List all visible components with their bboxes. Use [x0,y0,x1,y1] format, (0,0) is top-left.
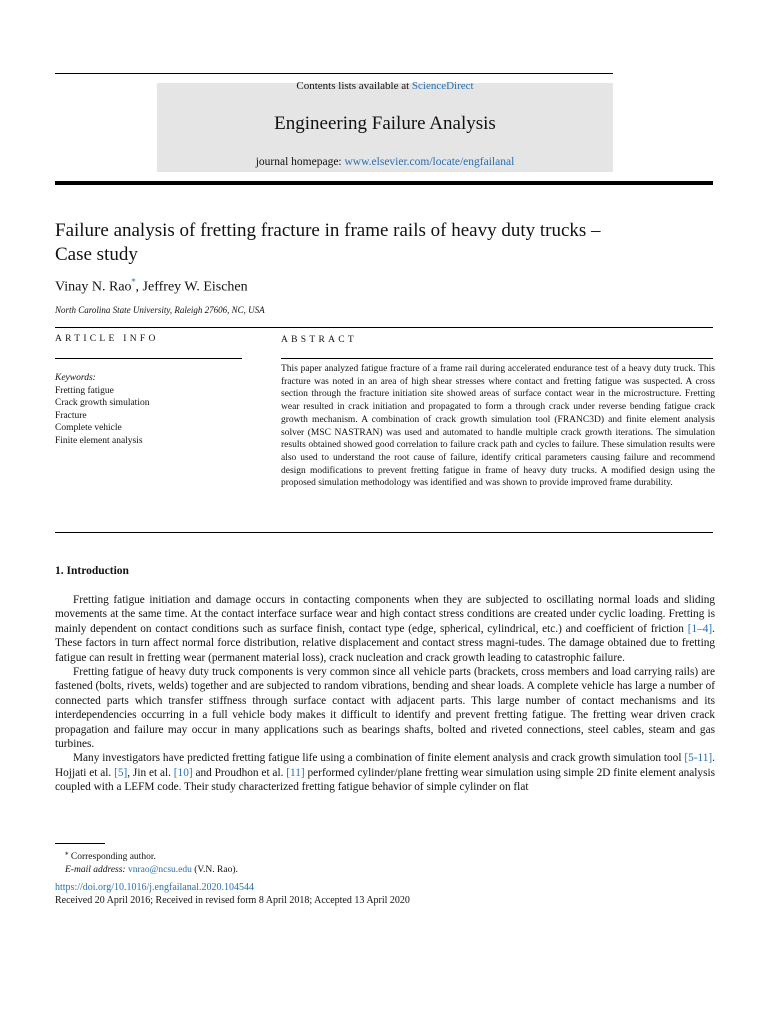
citation-link[interactable]: [10] [173,766,193,779]
keyword: Crack growth simulation [55,398,150,409]
abstract-heading: ABSTRACT [281,335,358,345]
keyword: Fracture [55,410,87,421]
article-info-rule [55,358,242,359]
journal-title: Engineering Failure Analysis [274,113,496,134]
abstract-rule [281,358,713,359]
footnote-text: Corresponding author. [68,852,156,863]
paragraph [55,751,715,794]
section-rule [55,327,713,328]
email-label: E-mail address: [65,865,128,876]
abstract-text: This paper analyzed fatigue fracture of a frame rail during accelerated endurance test of a heavy duty truck. This fracture was noted in an area of high shear stresses where contact and fretting fatigue was suspected. A cross section through the fracture initiation site showed areas of surface contact wear in the microstructure. Fretting wear resulted in crack initiation and propagated to form a through crack under reverse bending fatigue crack growth mechanism. A combination of crack growth simulation tool (FRANC3D) and finite element analysis solver (MSC NASTRAN) was used and automated to handle multiple crack growth iterations. The simulation results obtained showed good correlation to failure crack path and cycles to failure. These simulation results were also used to understand the root cause of failure, identify critical parameters causing failure and recommend design modifications to prevent fretting fatigue in frame of heavy duty trucks. A modified design using the proposed simulation methodology was identified and was shown to provide improved frame durability. [281,364,715,489]
top-rule [55,73,613,74]
keyword: Complete vehicle [55,423,122,434]
keyword: Finite element analysis [55,435,143,446]
homepage-link[interactable]: www.elsevier.com/locate/engfailanal [344,156,515,168]
text-run: Many investigators have predicted fretting fatigue life using a combination of finite element analysis and crack growth simulation tool [73,752,685,765]
citation-link[interactable]: [5] [114,766,128,779]
header-thick-rule [55,181,713,185]
abstract-end-rule [55,532,713,533]
footnote-mark: ⁎ [65,849,69,857]
received-dates: Received 20 April 2016; Received in revised form 8 April 2018; Accepted 13 April 2020 [55,895,410,906]
email-footnote [55,864,715,877]
contents-line [157,80,613,92]
corresponding-footnote [55,847,715,864]
keywords-block [55,372,149,448]
article-title: Failure analysis of fretting fracture in frame rails of heavy duty trucks – Case study [55,220,601,265]
text-run: performed cylinder/plane fretting wear simulation using simple 2D finite element analysis coupled with a LEFM code. Their study characterized fretting fatigue behavior of simple cylinder on flat [55,766,715,794]
text-run: . Hojjati et al. [55,752,715,779]
citation-link[interactable]: [11] [286,766,305,779]
author-rao: Vinay N. Rao [55,279,132,295]
keyword: Fretting fatigue [55,385,114,396]
homepage-prefix: journal homepage: [255,156,345,168]
citation-link[interactable]: [5-11] [684,752,713,765]
homepage-line [157,156,613,168]
author-list [55,275,248,296]
citation-link[interactable]: [1–4] [687,622,713,635]
corresponding-author-mark[interactable]: ⁎ [131,275,136,284]
text-run: Fretting fatigue initiation and damage occurs in contacting components when they are subjected to oscillating normal loads and sliding movements at the same time. At the contact interface surface wear and high contact stress conditions are created under cyclic loading. Fretting is mainly dependent on contact conditions such as surface finish, contact type (edge, spherical, cylindrical, etc.) and coefficient of friction [55,594,715,635]
section-heading-introduction: 1. Introduction [55,565,129,577]
paragraph [55,593,715,665]
sciencedirect-link[interactable]: ScienceDirect [411,80,474,92]
author-separator: , [135,279,143,295]
introduction-body [55,593,715,795]
text-run: , Jin et al. [127,766,174,779]
affiliation: North Carolina State University, Raleigh 27606, NC, USA [55,305,265,315]
keywords-label: Keywords: [55,373,96,383]
author-eischen: Jeffrey W. Eischen [142,279,248,295]
email-link[interactable]: vnrao@ncsu.edu [127,865,192,876]
footnotes [55,847,715,877]
email-suffix: (V.N. Rao). [191,865,238,876]
article-info-heading: ARTICLE INFO [55,334,159,344]
doi-link[interactable]: https://doi.org/10.1016/j.engfailanal.2020.104544 [55,882,254,893]
contents-prefix: Contents lists available at [296,80,412,92]
paragraph: Fretting fatigue of heavy duty truck components is very common since all vehicle parts (brackets, cross members and load carrying rails) are fastened (bolts, rivets, welds) together and are subjected to random vibrations, bending and shear loads. A complete vehicle has large a number of connected parts which transfer stiffness through surface contact with adjacent parts. This large number of contact mechanisms and its interdependencies occurring in a full vehicle body makes it difficult to identify and prevent fretting fatigue. The fretting wear driven crack propagation and failure may occur in many applications such as bearings shafts, bolted and riveted connections, steel cables, steam and gas turbines. [55,666,715,751]
text-run: and Proudhon et al. [192,766,287,779]
text-run: . These factors in turn affect normal force distribution, relative displacement and contact stress magni-tudes. The damage obtained due to fretting fatigue can result in fretting wear (permanent material loss), crack nucleation and crack growth leading to catastrophic failure. [55,622,715,664]
footnote-rule [55,843,105,844]
